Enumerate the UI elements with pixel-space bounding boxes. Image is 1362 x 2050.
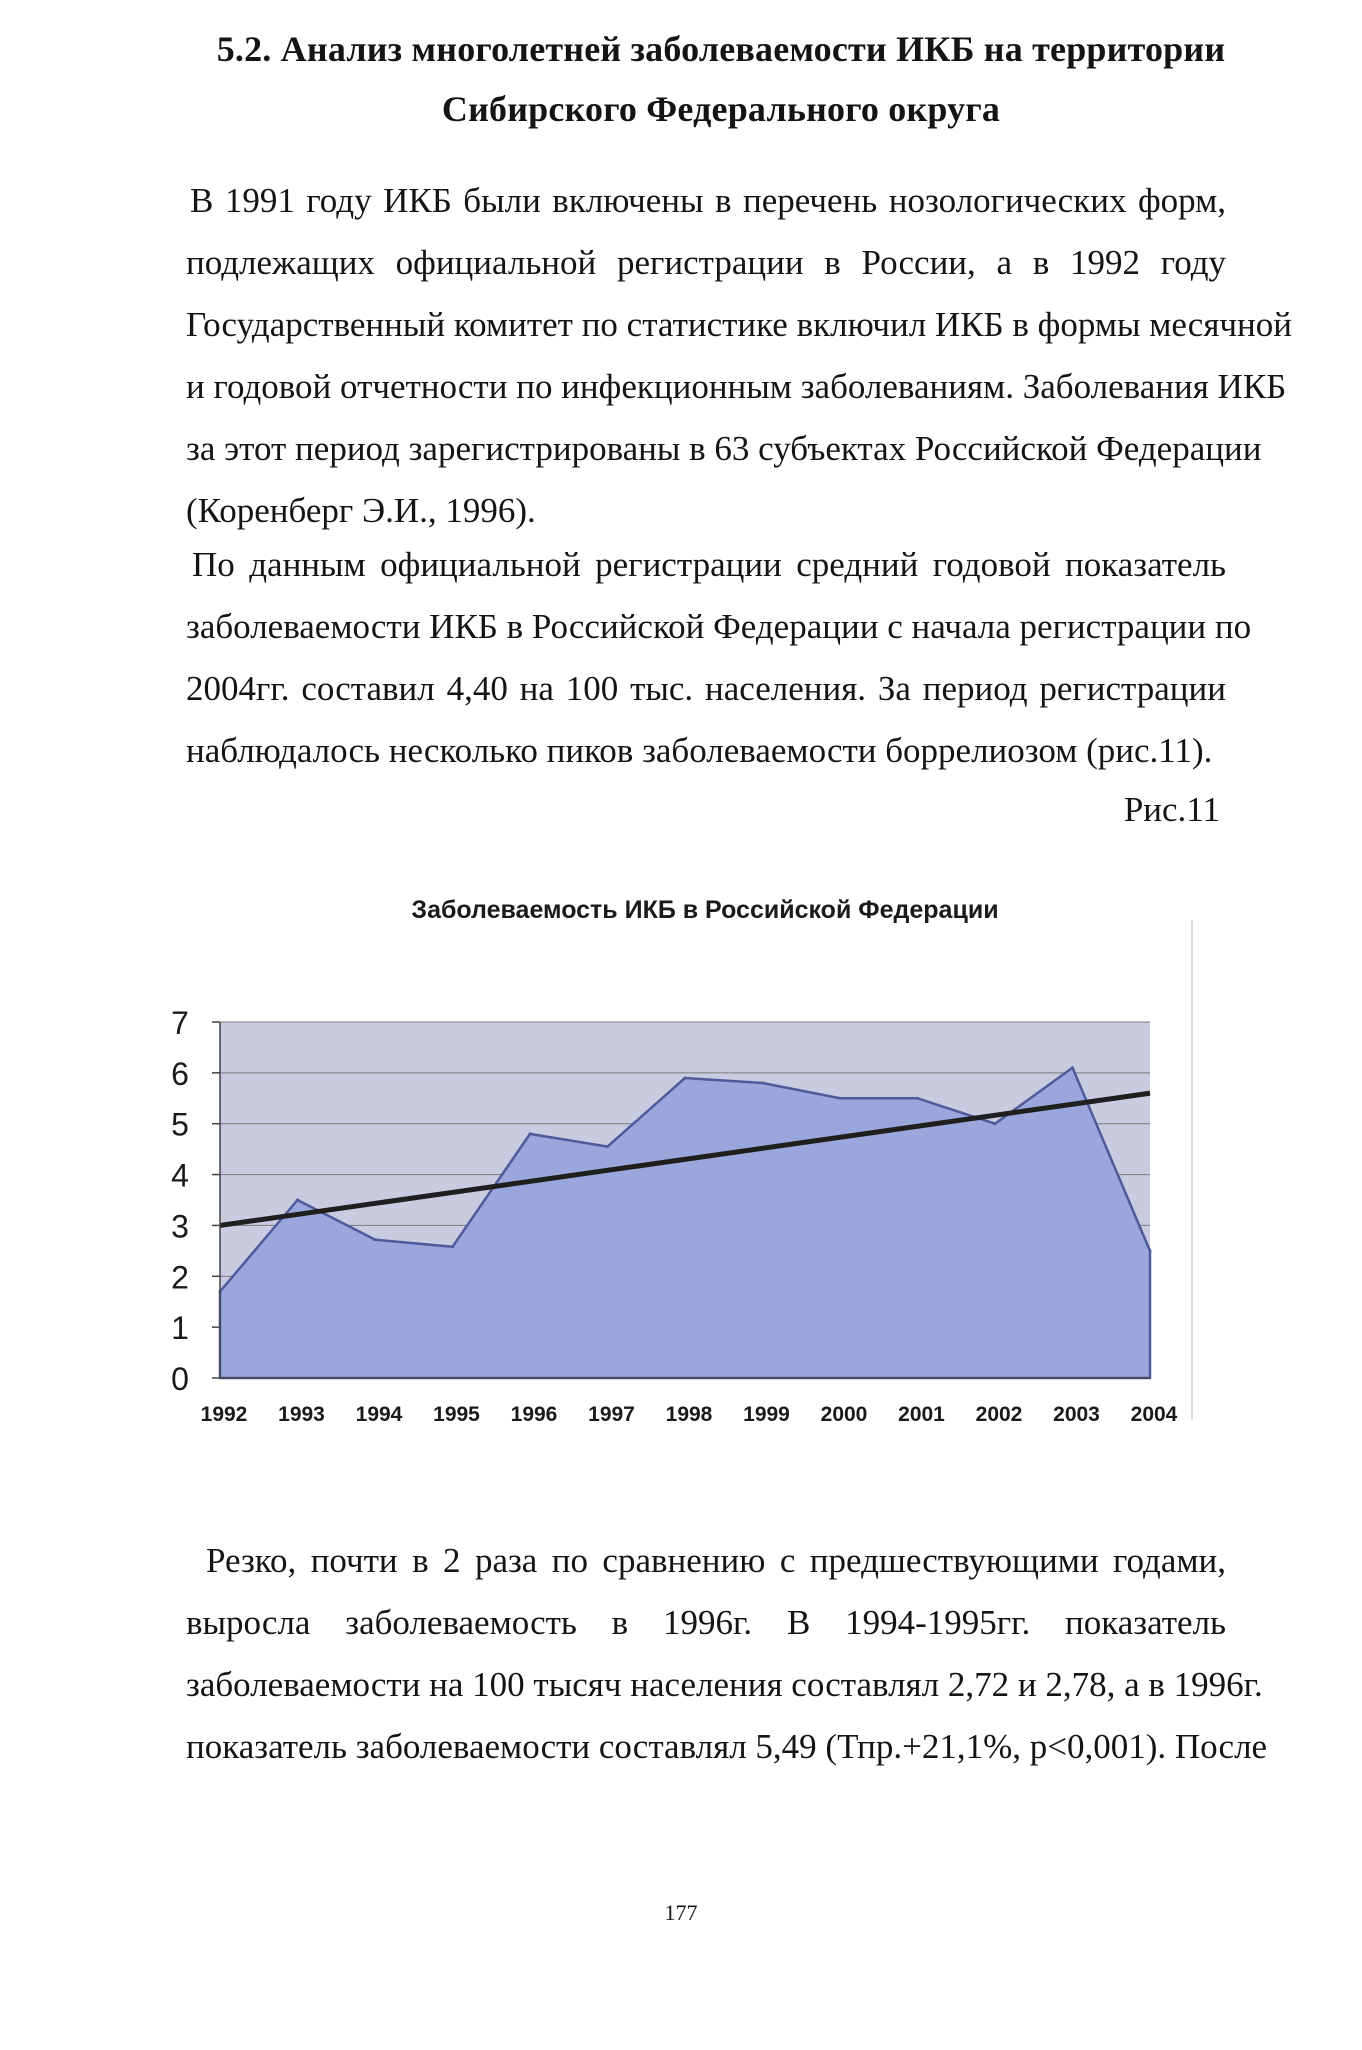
y-tick-label: 0 — [171, 1361, 189, 1397]
page-number: 177 — [664, 1900, 698, 1925]
y-tick-label: 4 — [171, 1157, 189, 1194]
x-tick-label: 2002 — [975, 1403, 1023, 1426]
y-tick-label: 6 — [171, 1055, 189, 1092]
paragraph-3-line: заболеваемости на 100 тысяч населения составлял 2,72 и 2,78, а в 1996г. — [186, 1665, 1263, 1704]
y-tick-label: 5 — [171, 1106, 189, 1143]
x-tick-label: 1992 — [200, 1403, 248, 1426]
chart-svg — [150, 880, 1220, 1440]
x-tick-label: 1996 — [510, 1403, 558, 1426]
paragraph-3-line: выросла заболеваемость в 1996г. В 1994-1995гг. показатель — [186, 1603, 1226, 1642]
paragraph-1-line: (Коренберг Э.И., 1996). — [186, 491, 536, 530]
data-point — [761, 1082, 764, 1085]
x-tick-label: 1995 — [433, 1403, 480, 1426]
incidence-chart — [150, 880, 1220, 1440]
x-tick-label: 2000 — [820, 1403, 868, 1426]
data-point — [839, 1097, 842, 1100]
data-point — [451, 1245, 454, 1248]
x-tick-label: 1999 — [743, 1403, 790, 1426]
paragraph-3 — [186, 1530, 1268, 1778]
x-tick-label: 2004 — [1130, 1403, 1178, 1426]
section-heading-line1: 5.2. Анализ многолетней заболеваемости ИКБ на территории — [216, 29, 1226, 69]
data-point — [374, 1238, 377, 1241]
x-tick-label: 1994 — [355, 1403, 403, 1426]
paragraph-2-line: По данным официальной регистрации средний годовой показатель — [192, 545, 1226, 584]
paragraph-2 — [186, 534, 1252, 782]
y-tick-label: 1 — [171, 1310, 189, 1347]
data-point — [994, 1122, 997, 1125]
paragraph-1-line: подлежащих официальной регистрации в России, а в 1992 году — [186, 243, 1226, 282]
data-point — [684, 1076, 687, 1079]
paragraph-2-line: заболеваемости ИКБ в Российской Федерации с начала регистрации по — [186, 607, 1252, 646]
figure-label: Рис.11 — [1123, 790, 1220, 829]
x-tick-label: 2001 — [898, 1403, 945, 1426]
paragraph-1 — [186, 170, 1292, 542]
x-tick-label: 1997 — [588, 1403, 635, 1426]
data-point — [296, 1199, 299, 1202]
data-point — [1071, 1066, 1074, 1069]
paragraph-2-line: 2004гг. составил 4,40 на 100 тыс. населения. За период регистрации — [186, 669, 1226, 708]
y-tick-label: 3 — [171, 1208, 189, 1245]
x-tick-label: 1993 — [278, 1403, 325, 1426]
data-point — [529, 1132, 532, 1135]
data-point — [1149, 1249, 1152, 1252]
paragraph-3-line: Резко, почти в 2 раза по сравнению с предшествующими годами, — [206, 1541, 1226, 1580]
paragraph-3-line: показатель заболеваемости составлял 5,49 (Тпр.+21,1%, р<0,001). После — [186, 1727, 1268, 1766]
section-heading-line2: Сибирского Федерального округа — [441, 89, 1001, 129]
paragraph-1-line: и годовой отчетности по инфекционным заболеваниям. Заболевания ИКБ — [186, 367, 1287, 406]
paragraph-1-line: за этот период зарегистрированы в 63 субъектах Российской Федерации — [186, 429, 1262, 468]
paragraph-2-line: наблюдалось несколько пиков заболеваемости боррелиозом (рис.11). — [186, 731, 1213, 770]
data-point — [606, 1145, 609, 1148]
paragraph-1-line: Государственный комитет по статистике включил ИКБ в формы месячной — [186, 305, 1292, 344]
data-point — [916, 1097, 919, 1100]
y-tick-label: 7 — [171, 1005, 189, 1041]
x-tick-label: 2003 — [1053, 1403, 1100, 1426]
paragraph-1-line: В 1991 году ИКБ были включены в перечень нозологических форм, — [190, 181, 1226, 220]
chart-title: Заболеваемость ИКБ в Российской Федерации — [411, 896, 999, 924]
y-tick-label: 2 — [171, 1259, 189, 1296]
x-tick-label: 1998 — [665, 1403, 713, 1426]
